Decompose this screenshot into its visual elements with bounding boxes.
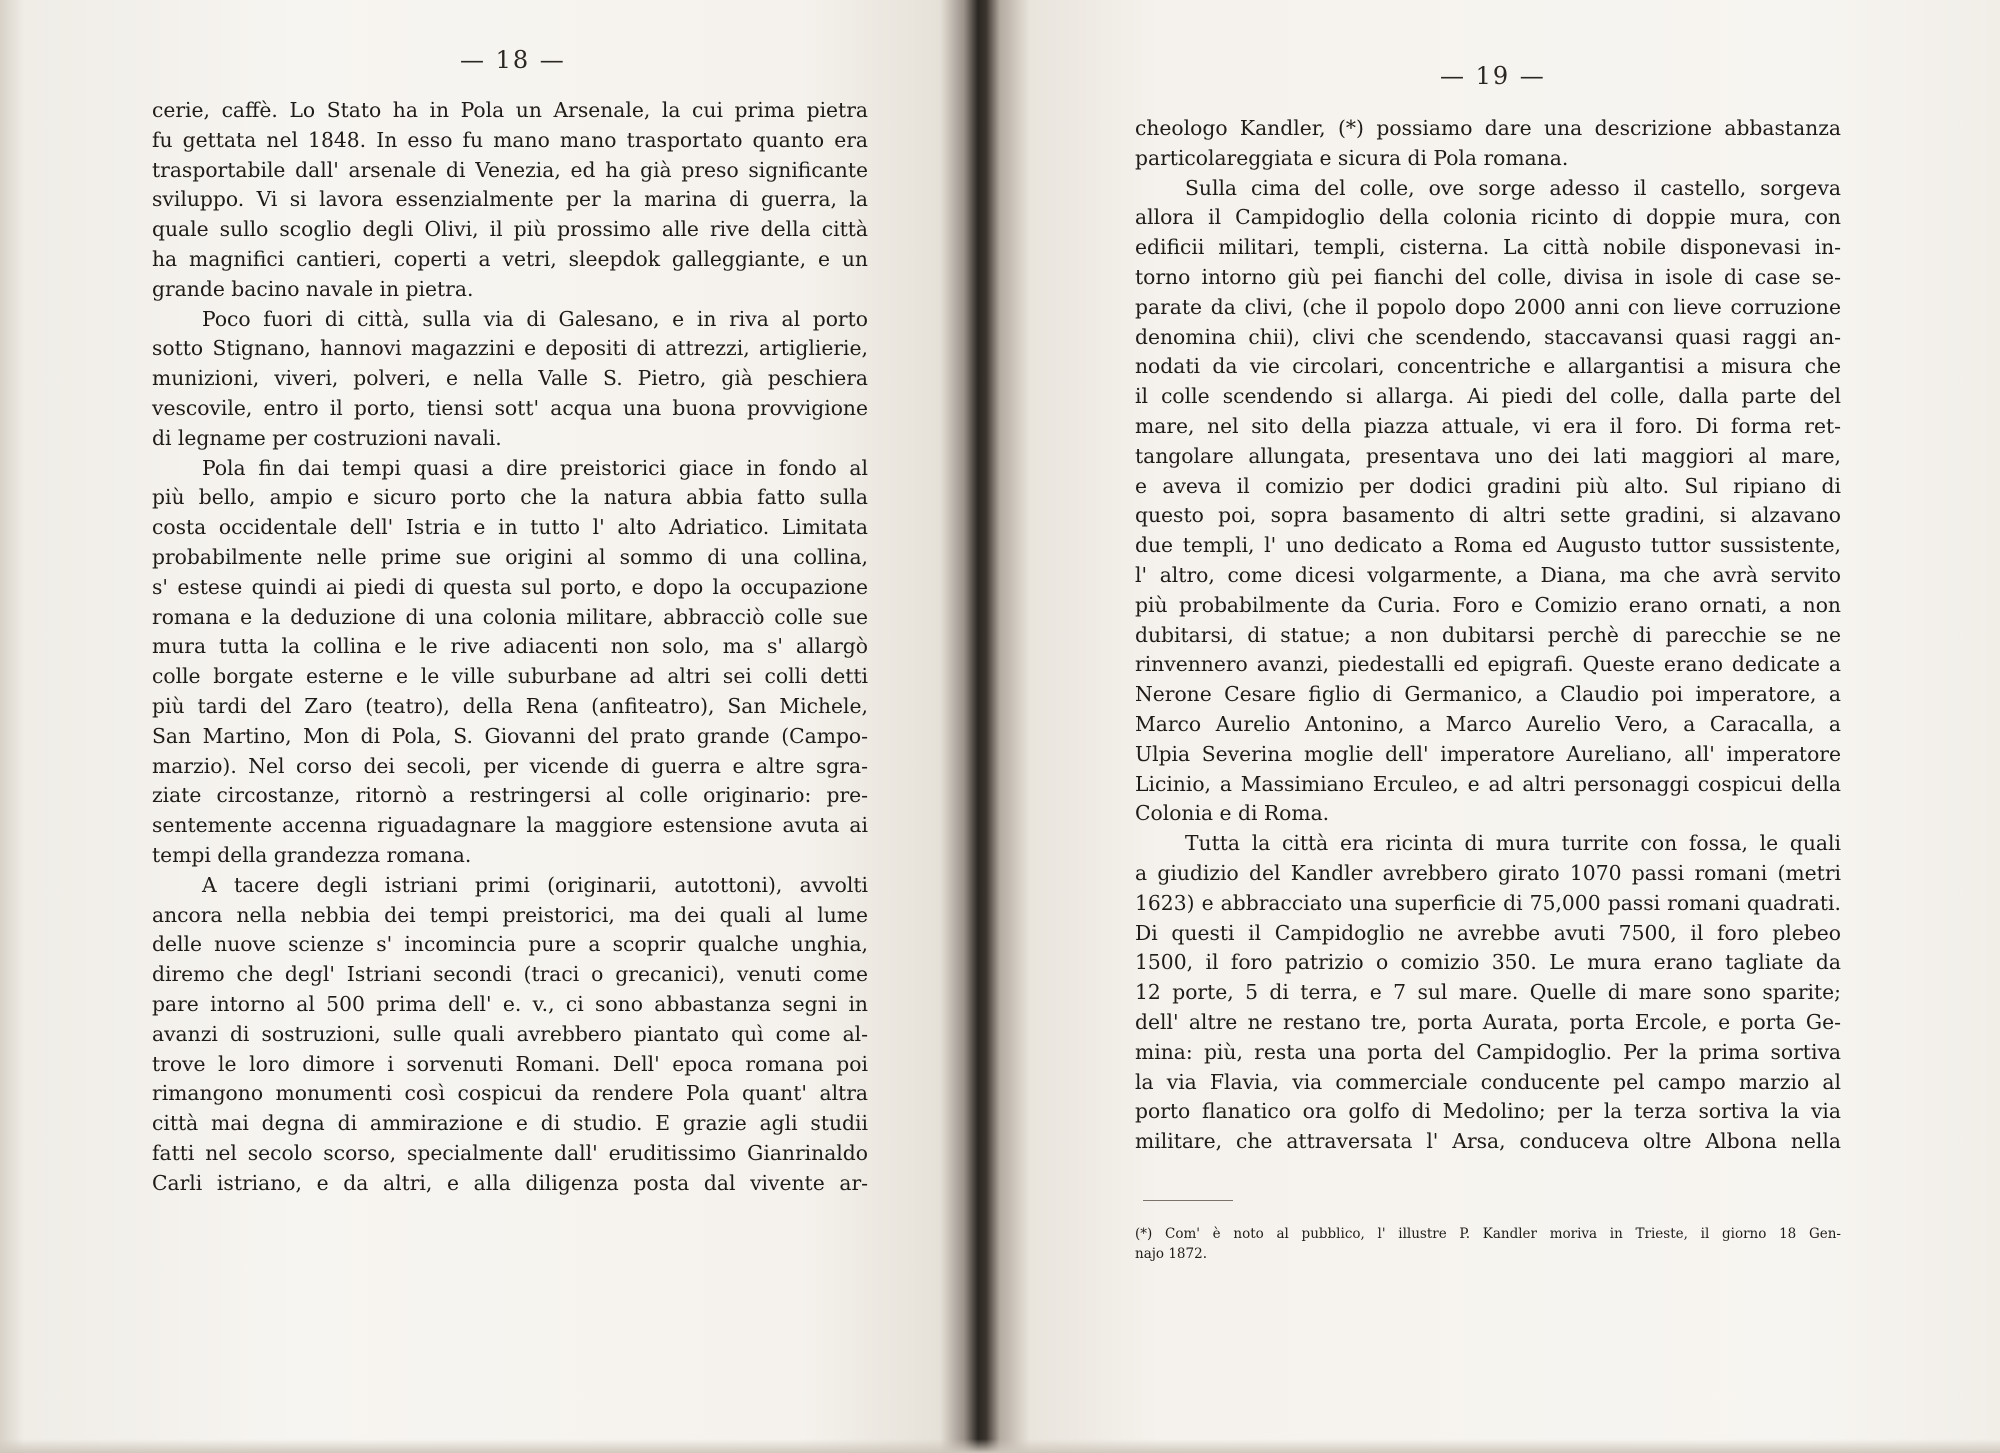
text-line: Sulla cima del colle, ove sorge adesso il castello, sorgeva	[1185, 175, 1841, 200]
text-line: a giudizio del Kandler avrebbero girato 1070 passi romani (metri	[1135, 860, 1841, 885]
text-line: 1623) e abbracciato una superficie di 75,000 passi romani quadrati.	[1135, 890, 1841, 915]
text-line: mare, nel sito della piazza attuale, vi era il foro. Di forma ret-	[1135, 413, 1841, 438]
text-line: vescovile, entro il porto, tiensi sott' acqua una buona provvigione	[152, 395, 868, 420]
text-line: diremo che degl' Istriani secondi (traci o grecanici), venuti come	[152, 962, 868, 987]
text-line: Poco fuori di città, sulla via di Galesano, e in riva al porto	[202, 306, 868, 331]
text-line: dell' altre ne restano tre, porta Aurata, porta Ercole, e porta Ge-	[1135, 1009, 1841, 1034]
page-edge	[0, 1439, 2000, 1453]
page-shadow	[0, 0, 24, 1453]
text-line: allora il Campidoglio della colonia ricinto di doppie mura, con	[1135, 205, 1841, 230]
text-line: rinvennero avanzi, piedestalli ed epigrafi. Queste erano dedicate a	[1135, 652, 1841, 677]
text-line: nodati da vie circolari, concentriche e allargantisi a misura che	[1135, 354, 1841, 379]
text-line: mura tutta la collina e le rive adiacenti non solo, ma s' allargò	[152, 634, 868, 659]
text-line: la via Flavia, via commerciale conducente pel campo marzio al	[1135, 1069, 1841, 1094]
text-line: (*) Com' è noto al pubblico, l' illustre P. Kandler moriva in Trieste, il giorno 18 Gen-	[1135, 1226, 1841, 1242]
text-line: tangolare allungata, presentava uno dei lati maggiori al mare,	[1135, 443, 1841, 468]
text-line: due templi, l' uno dedicato a Roma ed Augusto tuttor sussistente,	[1135, 533, 1841, 558]
text-line: Di questi il Campidoglio ne avrebbe avuti 7500, il foro plebeo	[1135, 920, 1841, 945]
page-number: — 19 —	[1440, 62, 1546, 90]
text-line: 12 porte, 5 di terra, e 7 sul mare. Quelle di mare sono sparite;	[1135, 980, 1841, 1005]
text-line: ziate circostanze, ritornò a restringersi al colle originario: pre-	[152, 783, 868, 808]
text-line: s' estese quindi ai piedi di questa sul porto, e dopo la occupazione	[152, 574, 868, 599]
text-line: pare intorno al 500 prima dell' e. v., ci sono abbastanza segni in	[152, 991, 868, 1016]
text-line: marzio). Nel corso dei secoli, per vicende di guerra e altre sgra-	[152, 753, 868, 778]
text-line: più tardi del Zaro (teatro), della Rena (anfiteatro), San Michele,	[152, 693, 868, 718]
text-line: rimangono monumenti così cospicui da rendere Pola quant' altra	[152, 1081, 868, 1106]
text-line: sentemente accenna riguadagnare la maggiore estensione avuta ai	[152, 813, 868, 838]
footnote	[1135, 1224, 1841, 1264]
text-line: più bello, ampio e sicuro porto che la natura abbia fatto sulla	[152, 485, 868, 510]
text-line: mina: più, resta una porta del Campidoglio. Per la prima sortiva	[1135, 1039, 1841, 1064]
text-line: fu gettata nel 1848. In esso fu mano mano trasportato quanto era	[152, 127, 868, 152]
text-line: Marco Aurelio Antonino, a Marco Aurelio Vero, a Caracalla, a	[1135, 711, 1841, 736]
text-line: colle borgate esterne e le ville suburbane ad altri sei colli detti	[152, 664, 868, 689]
text-line: tempi della grandezza romana.	[152, 842, 472, 867]
text-line: costa occidentale dell' Istria e in tutto l' alto Adriatico. Limitata	[152, 515, 868, 540]
text-line: trasportabile dall' arsenale di Venezia, ed ha già preso significante	[152, 157, 868, 182]
text-line: porto flanatico ora golfo di Medolino; per la terza sortiva la via	[1135, 1099, 1841, 1124]
text-line: 1500, il foro patrizio o comizio 350. Le mura erano tagliate da	[1135, 950, 1841, 975]
text-line: torno intorno giù pei fianchi del colle, divisa in isole di case se-	[1135, 264, 1841, 289]
text-line: munizioni, viveri, polveri, e nella Valle S. Pietro, già peschiera	[152, 366, 868, 391]
page-body	[1135, 114, 1841, 1157]
text-line: ancora nella nebbia dei tempi preistorici, ma dei quali al lume	[152, 902, 868, 927]
text-line: militare, che attraversata l' Arsa, conduceva oltre Albona nella	[1135, 1129, 1841, 1154]
text-line: Tutta la città era ricinta di mura turrite con fossa, le quali	[1185, 831, 1841, 856]
text-line: questo poi, sopra basamento di altri sette gradini, si alzavano	[1135, 503, 1841, 528]
text-line: ha magnifici cantieri, coperti a vetri, sleepdok galleggiante, e un	[152, 246, 868, 271]
text-line: grande bacino navale in pietra.	[152, 276, 474, 301]
page-number: — 18 —	[460, 46, 566, 74]
text-line: Ulpia Severina moglie dell' imperatore Aureliano, all' imperatore	[1135, 741, 1841, 766]
text-line: delle nuove scienze s' incomincia pure a scoprir qualche unghia,	[152, 932, 868, 957]
text-line: parate da clivi, (che il popolo dopo 2000 anni con lieve corruzione	[1135, 294, 1841, 319]
text-line: città mai degna di ammirazione e di studio. E grazie agli studii	[152, 1111, 868, 1136]
text-line: quale sullo scoglio degli Olivi, il più prossimo alle rive della città	[152, 217, 868, 242]
text-line: Nerone Cesare figlio di Germanico, a Claudio poi imperatore, a	[1135, 682, 1841, 707]
text-line: A tacere degli istriani primi (originarii, autottoni), avvolti	[202, 872, 868, 897]
text-line: trove le loro dimore i sorvenuti Romani. Dell' epoca romana poi	[152, 1051, 868, 1076]
text-line: più probabilmente da Curia. Foro e Comizio erano ornati, a non	[1135, 592, 1841, 617]
text-line: Carli istriano, e da altri, e alla diligenza posta dal vivente ar-	[152, 1170, 868, 1195]
text-line: l' altro, come dicesi volgarmente, a Diana, ma che avrà servito	[1135, 562, 1841, 587]
text-line: sotto Stignano, hannovi magazzini e depositi di attrezzi, artiglierie,	[152, 336, 868, 361]
text-line: e aveva il comizio per dodici gradini più alto. Sul ripiano di	[1135, 473, 1841, 498]
text-line: fatti nel secolo scorso, specialmente dall' eruditissimo Gianrinaldo	[152, 1140, 868, 1165]
page-body	[152, 96, 868, 1198]
text-line: edificii militari, templi, cisterna. La città nobile disponevasi in-	[1135, 235, 1841, 260]
text-line: il colle scendendo si allarga. Ai piedi del colle, dalla parte del	[1135, 384, 1841, 409]
text-line: sviluppo. Vi si lavora essenzialmente per la marina di guerra, la	[152, 187, 868, 212]
text-line: particolareggiata e sicura di Pola romana.	[1135, 145, 1569, 170]
text-line: probabilmente nelle prime sue origini al sommo di una collina,	[152, 544, 868, 569]
text-line: Pola fin dai tempi quasi a dire preistorici giace in fondo al	[202, 455, 868, 480]
text-line: San Martino, Mon di Pola, S. Giovanni del prato grande (Campo-	[152, 723, 868, 748]
text-line: Colonia e di Roma.	[1135, 801, 1330, 826]
text-line: romana e la deduzione di una colonia militare, abbracciò colle sue	[152, 604, 868, 629]
text-line: najo 1872.	[1135, 1246, 1207, 1262]
text-line: cheologo Kandler, (*) possiamo dare una descrizione abbastanza	[1135, 116, 1841, 140]
text-line: denomina chii), clivi che scendendo, staccavansi quasi raggi an-	[1135, 324, 1841, 349]
footnote-rule	[1143, 1200, 1233, 1201]
text-line: Licinio, a Massimiano Erculeo, e ad altri personaggi cospicui della	[1135, 771, 1841, 796]
text-line: avanzi di sostruzioni, sulle quali avrebbero piantato quì come al-	[152, 1021, 868, 1046]
text-line: dubitarsi, di statue; a non dubitarsi perchè di parecchie se ne	[1135, 622, 1841, 647]
text-line: cerie, caffè. Lo Stato ha in Pola un Arsenale, la cui prima pietra	[152, 98, 868, 122]
text-line: di legname per costruzioni navali.	[152, 425, 502, 450]
